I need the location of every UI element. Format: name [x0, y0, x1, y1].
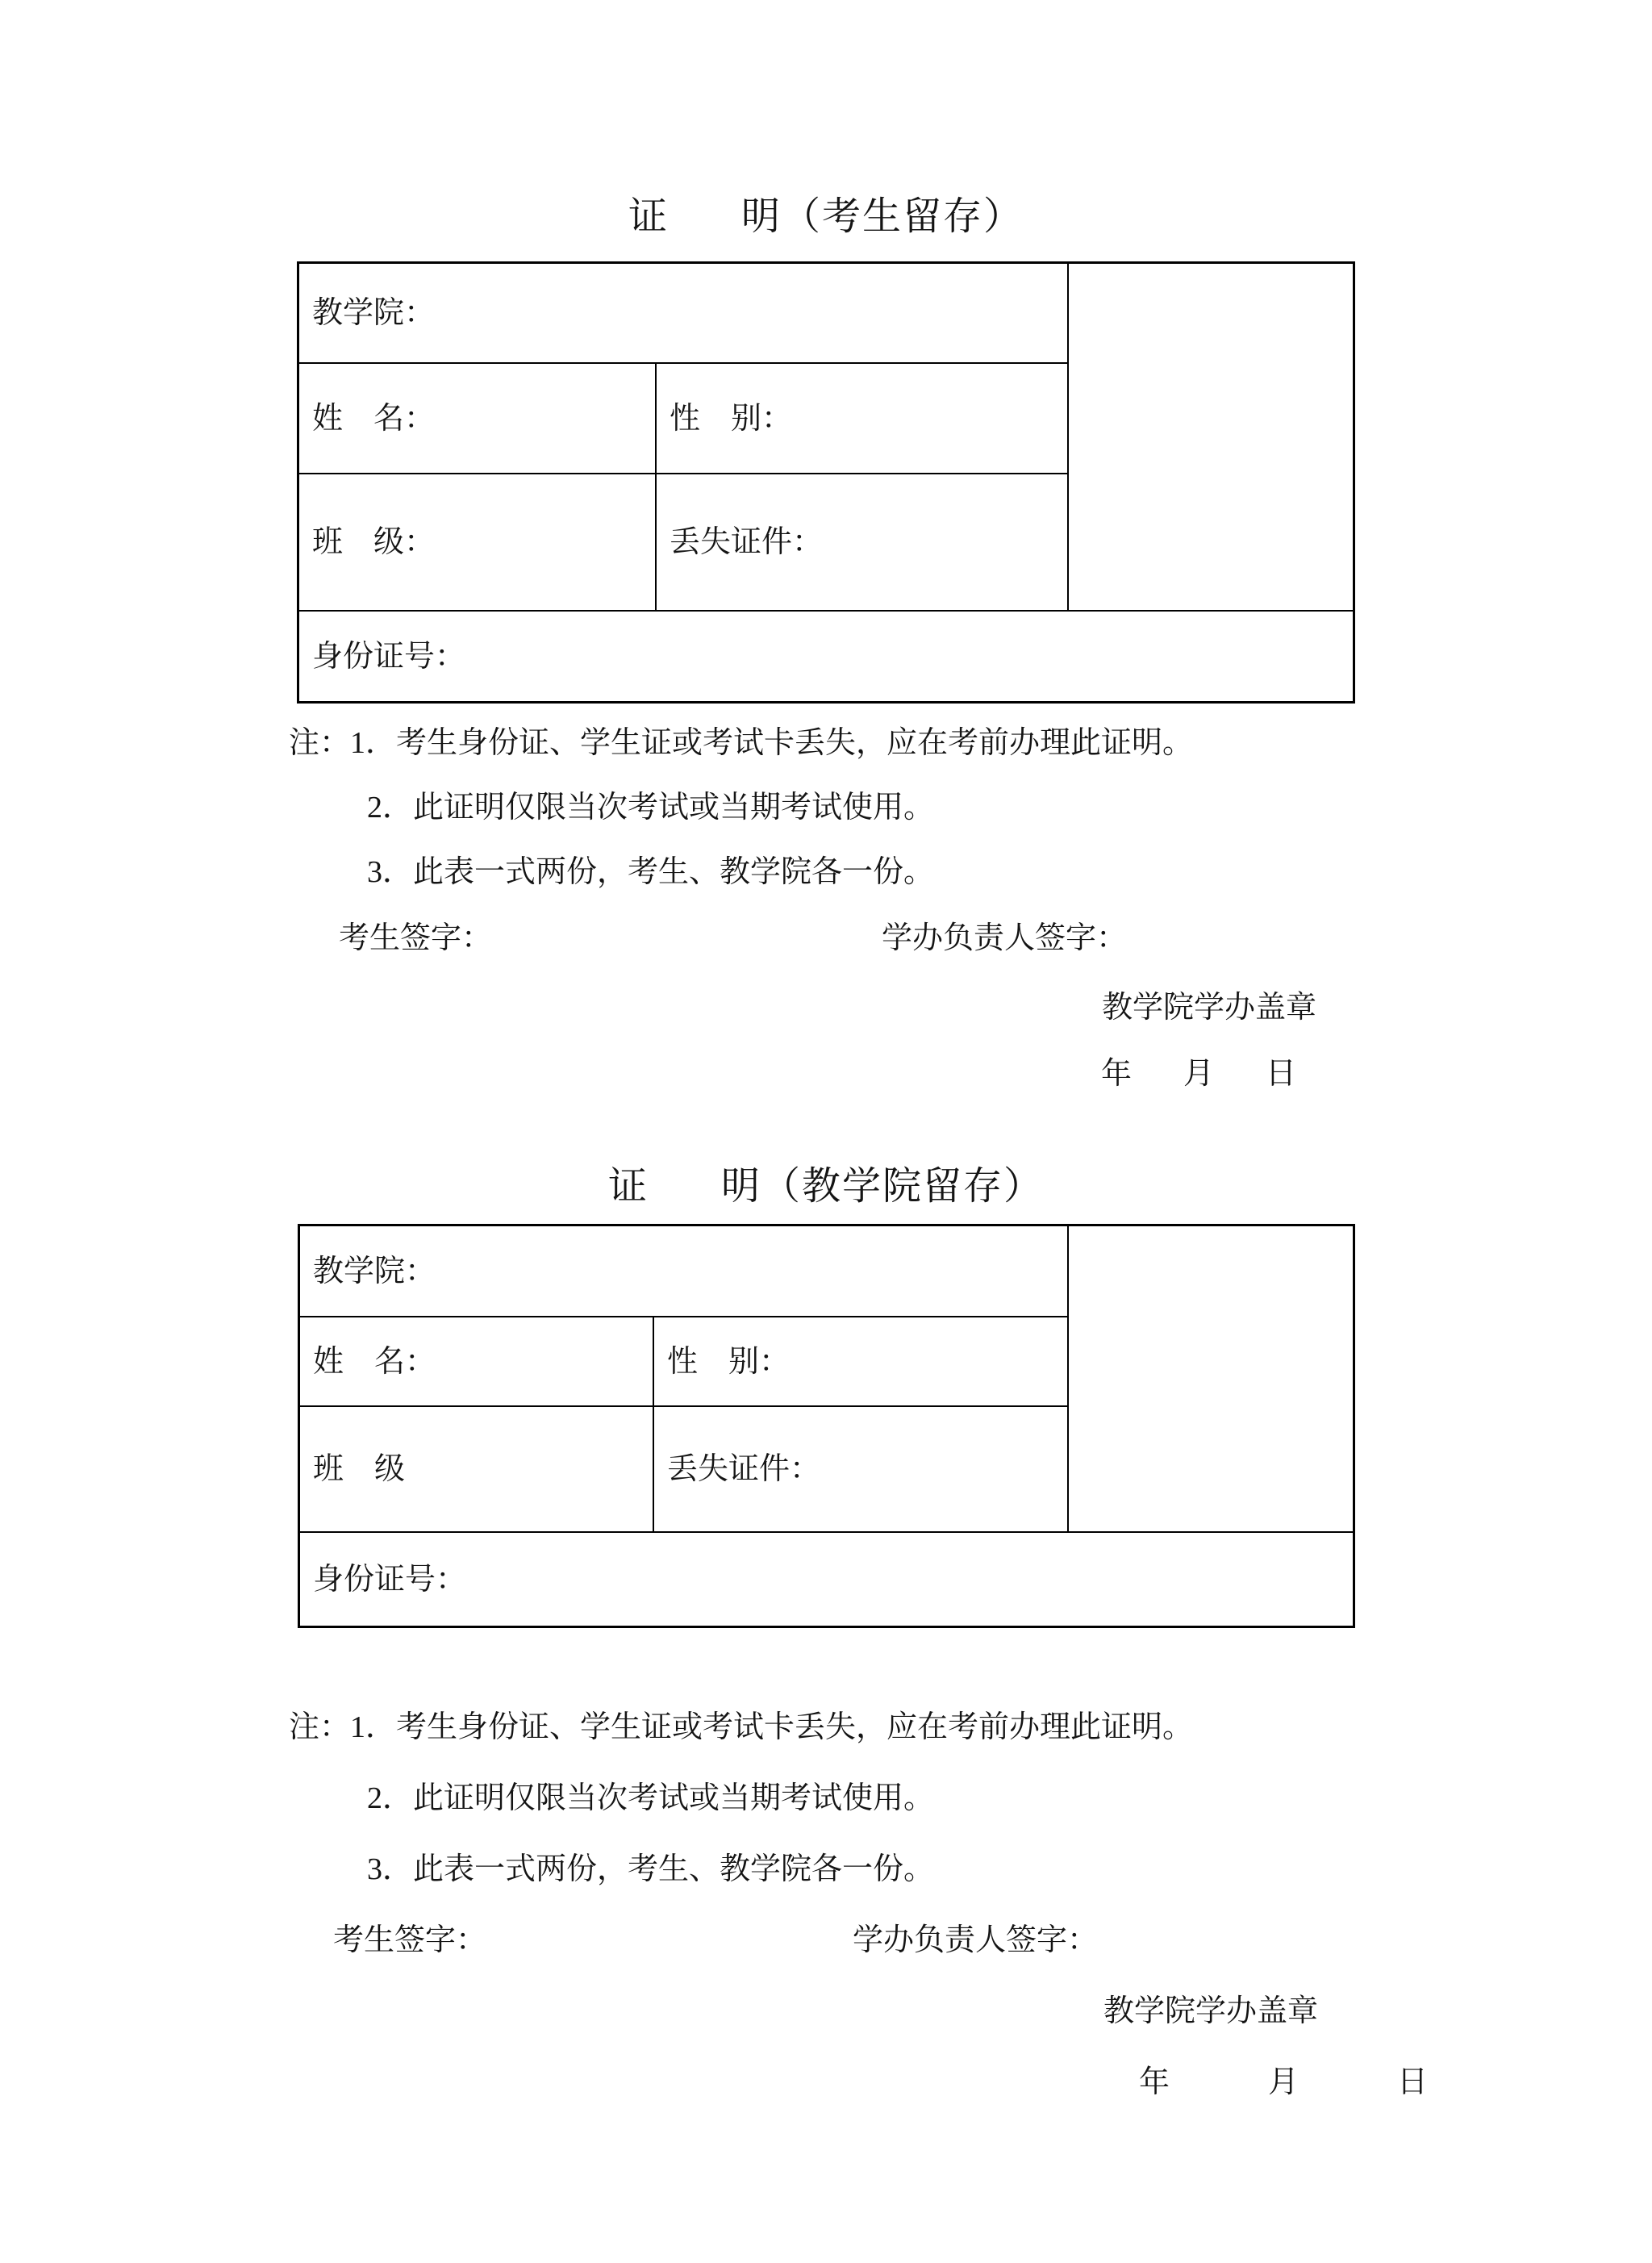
stamp-label: 教学院学办盖章 — [1102, 991, 1317, 1025]
class-cell — [300, 1407, 654, 1533]
gender-cell — [654, 1317, 1069, 1407]
id-number-cell — [299, 612, 1353, 701]
note-line-2: 2．此证明仅限当次考试或当期考试使用。 — [367, 1781, 935, 1815]
name-cell — [299, 364, 657, 474]
gender-label: 性 别： — [670, 401, 793, 436]
title-right-text: 明（考生留存） — [741, 195, 1024, 238]
title-left-char: 证 — [607, 1165, 649, 1208]
name-cell — [300, 1317, 654, 1407]
lost-doc-cell — [654, 1407, 1069, 1533]
year-label: 年 — [1101, 1057, 1133, 1091]
name-label: 姓 名： — [313, 1344, 436, 1379]
certificate-title-1 — [0, 194, 1652, 240]
id-number-label: 身份证号： — [312, 639, 466, 674]
day-label: 日 — [1397, 2065, 1429, 2099]
school-label: 教学院： — [312, 296, 436, 330]
stamp-label: 教学院学办盖章 — [1103, 1994, 1319, 2028]
note-line-2: 2．此证明仅限当次考试或当期考试使用。 — [367, 791, 935, 825]
class-cell — [299, 474, 657, 612]
note-line-3: 3．此表一式两份，考生、教学院各一份。 — [367, 1852, 935, 1886]
lost-doc-label: 丢失证件： — [670, 525, 824, 559]
id-number-cell — [300, 1533, 1353, 1626]
month-label: 月 — [1183, 1057, 1215, 1091]
officer-signature-label: 学办负责人签字： — [853, 1923, 1099, 1957]
photo-blank-cell — [1069, 264, 1353, 612]
officer-signature-label: 学办负责人签字： — [882, 921, 1128, 955]
school-cell — [300, 1226, 1069, 1317]
note-line-1: 注：1．考生身份证、学生证或考试卡丢失，应在考前办理此证明。 — [289, 1710, 1194, 1744]
name-label: 姓 名： — [312, 401, 436, 436]
class-label: 班 级： — [312, 525, 436, 559]
examinee-signature-label: 考生签字： — [333, 1923, 487, 1957]
title-left-char: 证 — [628, 195, 669, 238]
certificate-title-2 — [0, 1163, 1652, 1210]
certificate-table-1 — [297, 261, 1355, 704]
gender-label: 性 别： — [667, 1344, 791, 1379]
lost-doc-cell — [657, 474, 1069, 612]
certificate-table-2 — [298, 1224, 1355, 1628]
class-label: 班 级 — [313, 1452, 406, 1486]
title-right-text: 明（教学院留存） — [721, 1165, 1045, 1208]
lost-doc-label: 丢失证件： — [667, 1452, 821, 1486]
school-label: 教学院： — [313, 1254, 436, 1288]
examinee-signature-label: 考生签字： — [339, 921, 493, 955]
photo-blank-cell — [1069, 1226, 1353, 1533]
month-label: 月 — [1268, 2065, 1299, 2099]
day-label: 日 — [1266, 1057, 1297, 1091]
date-line — [1139, 2064, 1428, 2101]
id-number-label: 身份证号： — [313, 1562, 467, 1597]
note-line-3: 3．此表一式两份，考生、教学院各一份。 — [367, 855, 935, 889]
gender-cell — [657, 364, 1069, 474]
school-cell — [299, 264, 1069, 364]
year-label: 年 — [1139, 2065, 1170, 2099]
note-line-1: 注：1．考生身份证、学生证或考试卡丢失，应在考前办理此证明。 — [289, 726, 1194, 760]
date-line — [1101, 1055, 1296, 1092]
